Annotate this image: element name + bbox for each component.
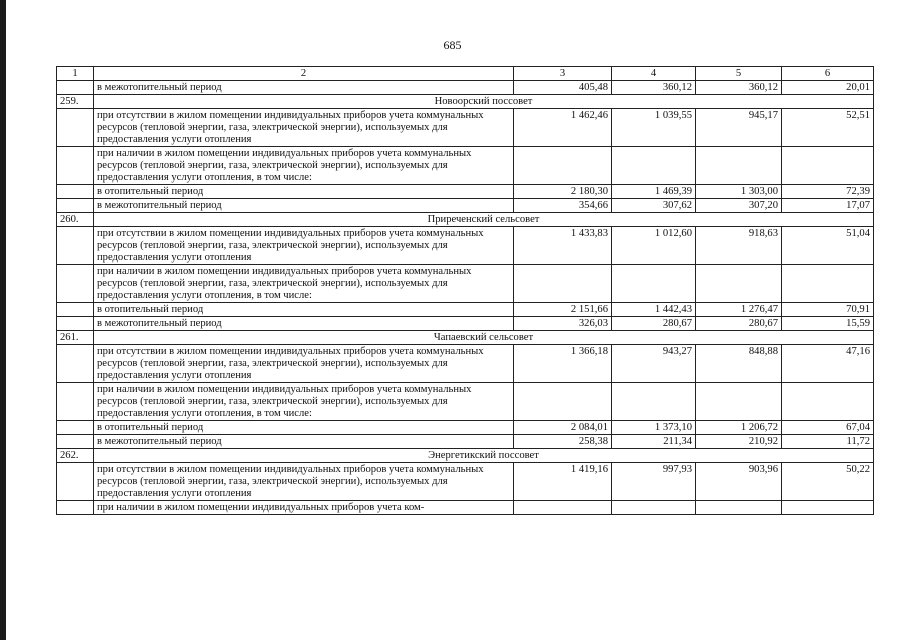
section-number: 261. xyxy=(57,331,94,345)
table-row xyxy=(57,463,874,501)
section-title: Новоорский поссовет xyxy=(94,95,874,109)
value-cell: 2 151,66 xyxy=(514,303,612,317)
tariff-table xyxy=(56,66,874,515)
value-cell xyxy=(514,501,612,515)
value-cell: 997,93 xyxy=(612,463,696,501)
value-cell: 1 419,16 xyxy=(514,463,612,501)
table-row xyxy=(57,501,874,515)
value-cell xyxy=(612,383,696,421)
value-cell: 280,67 xyxy=(696,317,782,331)
header-cell: 4 xyxy=(612,67,696,81)
value-cell: 1 012,60 xyxy=(612,227,696,265)
table-row xyxy=(57,109,874,147)
value-cell xyxy=(782,265,874,303)
table-row xyxy=(57,147,874,185)
header-cell: 3 xyxy=(514,67,612,81)
value-cell: 360,12 xyxy=(696,81,782,95)
index-cell xyxy=(57,501,94,515)
value-cell xyxy=(514,147,612,185)
value-cell: 50,22 xyxy=(782,463,874,501)
value-cell: 47,16 xyxy=(782,345,874,383)
table-row xyxy=(57,227,874,265)
value-cell: 2 084,01 xyxy=(514,421,612,435)
value-cell: 1 469,39 xyxy=(612,185,696,199)
index-cell xyxy=(57,303,94,317)
value-cell: 360,12 xyxy=(612,81,696,95)
value-cell: 72,39 xyxy=(782,185,874,199)
description-cell: при наличии в жилом помещении индивидуальных приборов учета ком- xyxy=(94,501,514,515)
header-cell: 5 xyxy=(696,67,782,81)
value-cell: 70,91 xyxy=(782,303,874,317)
value-cell: 210,92 xyxy=(696,435,782,449)
value-cell: 15,59 xyxy=(782,317,874,331)
table-row xyxy=(57,383,874,421)
description-cell: при отсутствии в жилом помещении индивидуальных приборов учета коммунальных ресурсов (тепловой энергии, газа, электрической энергии), используемых для предоставления услуги отопления xyxy=(94,109,514,147)
value-cell xyxy=(612,265,696,303)
value-cell: 51,04 xyxy=(782,227,874,265)
value-cell xyxy=(514,383,612,421)
value-cell: 903,96 xyxy=(696,463,782,501)
index-cell xyxy=(57,383,94,421)
table-row xyxy=(57,317,874,331)
description-cell: при наличии в жилом помещении индивидуальных приборов учета коммунальных ресурсов (тепловой энергии, газа, электрической энергии), используемых для предоставления услуги отопления, в том числе: xyxy=(94,265,514,303)
section-number: 260. xyxy=(57,213,94,227)
section-title: Приреченский сельсовет xyxy=(94,213,874,227)
value-cell xyxy=(612,147,696,185)
table-row xyxy=(57,421,874,435)
table-row xyxy=(57,199,874,213)
description-cell: в межотопительный период xyxy=(94,81,514,95)
value-cell xyxy=(696,383,782,421)
page-number: 685 xyxy=(443,38,462,52)
description-cell: в отопительный период xyxy=(94,303,514,317)
section-row xyxy=(57,449,874,463)
value-cell xyxy=(514,265,612,303)
description-cell: при отсутствии в жилом помещении индивидуальных приборов учета коммунальных ресурсов (тепловой энергии, газа, электрической энергии), используемых для предоставления услуги отопления xyxy=(94,345,514,383)
section-number: 259. xyxy=(57,95,94,109)
value-cell: 1 442,43 xyxy=(612,303,696,317)
value-cell: 17,07 xyxy=(782,199,874,213)
scan-edge xyxy=(0,0,6,640)
value-cell: 1 433,83 xyxy=(514,227,612,265)
index-cell xyxy=(57,265,94,303)
index-cell xyxy=(57,185,94,199)
index-cell xyxy=(57,227,94,265)
section-title: Энергетикский поссовет xyxy=(94,449,874,463)
table-row xyxy=(57,435,874,449)
value-cell xyxy=(782,501,874,515)
description-cell: при отсутствии в жилом помещении индивидуальных приборов учета коммунальных ресурсов (тепловой энергии, газа, электрической энергии), используемых для предоставления услуги отопления xyxy=(94,463,514,501)
header-cell: 1 xyxy=(57,67,94,81)
value-cell: 1 276,47 xyxy=(696,303,782,317)
section-number: 262. xyxy=(57,449,94,463)
header-cell: 2 xyxy=(94,67,514,81)
table-row xyxy=(57,265,874,303)
value-cell xyxy=(696,147,782,185)
value-cell: 918,63 xyxy=(696,227,782,265)
value-cell: 354,66 xyxy=(514,199,612,213)
table-row xyxy=(57,345,874,383)
table-row xyxy=(57,185,874,199)
value-cell xyxy=(696,265,782,303)
description-cell: в межотопительный период xyxy=(94,199,514,213)
value-cell: 67,04 xyxy=(782,421,874,435)
value-cell: 20,01 xyxy=(782,81,874,95)
value-cell: 1 303,00 xyxy=(696,185,782,199)
value-cell: 307,20 xyxy=(696,199,782,213)
value-cell: 1 462,46 xyxy=(514,109,612,147)
value-cell: 1 206,72 xyxy=(696,421,782,435)
value-cell: 1 373,10 xyxy=(612,421,696,435)
value-cell: 326,03 xyxy=(514,317,612,331)
description-cell: в межотопительный период xyxy=(94,317,514,331)
value-cell xyxy=(696,501,782,515)
value-cell: 280,67 xyxy=(612,317,696,331)
value-cell xyxy=(612,501,696,515)
index-cell xyxy=(57,345,94,383)
description-cell: при наличии в жилом помещении индивидуальных приборов учета коммунальных ресурсов (тепловой энергии, газа, электрической энергии), используемых для предоставления услуги отопления, в том числе: xyxy=(94,383,514,421)
table-body xyxy=(57,81,874,515)
value-cell: 2 180,30 xyxy=(514,185,612,199)
description-cell: в отопительный период xyxy=(94,185,514,199)
index-cell xyxy=(57,463,94,501)
value-cell: 211,34 xyxy=(612,435,696,449)
section-row xyxy=(57,331,874,345)
header-row xyxy=(57,67,874,81)
section-title: Чапаевский сельсовет xyxy=(94,331,874,345)
value-cell: 52,51 xyxy=(782,109,874,147)
index-cell xyxy=(57,317,94,331)
value-cell: 1 039,55 xyxy=(612,109,696,147)
value-cell: 943,27 xyxy=(612,345,696,383)
value-cell: 258,38 xyxy=(514,435,612,449)
value-cell: 945,17 xyxy=(696,109,782,147)
section-row xyxy=(57,213,874,227)
table-row xyxy=(57,81,874,95)
index-cell xyxy=(57,421,94,435)
value-cell: 307,62 xyxy=(612,199,696,213)
section-row xyxy=(57,95,874,109)
value-cell xyxy=(782,383,874,421)
value-cell: 405,48 xyxy=(514,81,612,95)
index-cell xyxy=(57,109,94,147)
index-cell xyxy=(57,435,94,449)
value-cell: 848,88 xyxy=(696,345,782,383)
description-cell: в отопительный период xyxy=(94,421,514,435)
value-cell: 1 366,18 xyxy=(514,345,612,383)
table-row xyxy=(57,303,874,317)
header-cell: 6 xyxy=(782,67,874,81)
index-cell xyxy=(57,147,94,185)
description-cell: при отсутствии в жилом помещении индивидуальных приборов учета коммунальных ресурсов (тепловой энергии, газа, электрической энергии), используемых для предоставления услуги отопления xyxy=(94,227,514,265)
description-cell: при наличии в жилом помещении индивидуальных приборов учета коммунальных ресурсов (тепловой энергии, газа, электрической энергии), используемых для предоставления услуги отопления, в том числе: xyxy=(94,147,514,185)
index-cell xyxy=(57,199,94,213)
index-cell xyxy=(57,81,94,95)
value-cell xyxy=(782,147,874,185)
value-cell: 11,72 xyxy=(782,435,874,449)
description-cell: в межотопительный период xyxy=(94,435,514,449)
